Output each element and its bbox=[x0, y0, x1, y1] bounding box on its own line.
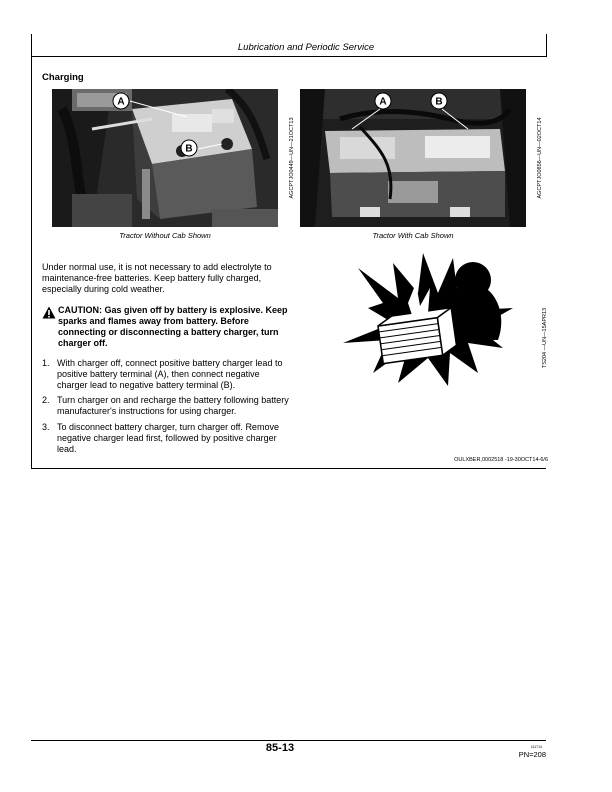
warning-triangle-icon bbox=[42, 306, 56, 319]
intro-paragraph: Under normal use, it is not necessary to add electrolyte to maintenance-free batteries. Keep battery fully charged, especially during cold weather. bbox=[42, 262, 272, 294]
step-text: With charger off, connect positive battery charger lead to positive battery terminal (A), then connect negative charger lead to negative battery terminal (B). bbox=[57, 358, 283, 390]
page-number: 85-13 bbox=[265, 742, 295, 754]
leader-lines bbox=[52, 89, 278, 227]
svg-text:A: A bbox=[117, 96, 125, 108]
figure-1-caption: Tractor Without Cab Shown bbox=[119, 231, 211, 240]
svg-text:B: B bbox=[185, 143, 193, 155]
reference-code: OULXBER,0002518 -19-30OCT14-6/6 bbox=[454, 457, 548, 463]
frame-top-rule bbox=[31, 56, 546, 57]
section-heading: Charging bbox=[42, 72, 84, 83]
caution-text: CAUTION: Gas given off by battery is explosive. Keep sparks and flames away from battery. Before connecting or disconnecting a battery charger, turn charger off. bbox=[58, 305, 288, 348]
frame-left-rule bbox=[31, 34, 32, 468]
battery-photo-with-cab bbox=[300, 89, 526, 227]
battery-explosion-illustration bbox=[338, 248, 538, 388]
leader-lines bbox=[300, 89, 526, 227]
step-number: 1. bbox=[42, 358, 50, 368]
header-title: Lubrication and Periodic Service bbox=[237, 42, 375, 53]
figure-2-id: AGCPTJO0856—UN—02OCT14 bbox=[537, 117, 543, 199]
frame-bottom-rule bbox=[31, 468, 546, 469]
figure-2-caption: Tractor With Cab Shown bbox=[372, 231, 454, 240]
step-number: 3. bbox=[42, 422, 50, 432]
step-text: Turn charger on and recharge the battery following battery manufacturer's instructions for using charger. bbox=[57, 395, 289, 416]
part-number: PN=208 bbox=[518, 750, 546, 759]
caution-block bbox=[42, 305, 292, 349]
svg-text:A: A bbox=[379, 96, 387, 108]
footer-small-code: 111714 bbox=[530, 745, 542, 749]
figure-1-id: AGCPTJO0449—UN—21OCT13 bbox=[289, 117, 295, 199]
svg-text:B: B bbox=[435, 96, 443, 108]
step-item bbox=[42, 422, 292, 455]
frame-right-rule bbox=[546, 34, 547, 57]
step-text: To disconnect battery charger, turn charger off. Remove negative charger lead first, followed by positive charger lead. bbox=[57, 422, 279, 454]
step-item bbox=[42, 395, 292, 417]
battery-photo-without-cab bbox=[52, 89, 278, 227]
explosion-figure-id: TS204 —UN—15APR13 bbox=[542, 307, 548, 369]
step-number: 2. bbox=[42, 395, 50, 405]
footer-rule bbox=[31, 740, 546, 741]
step-item bbox=[42, 358, 292, 391]
